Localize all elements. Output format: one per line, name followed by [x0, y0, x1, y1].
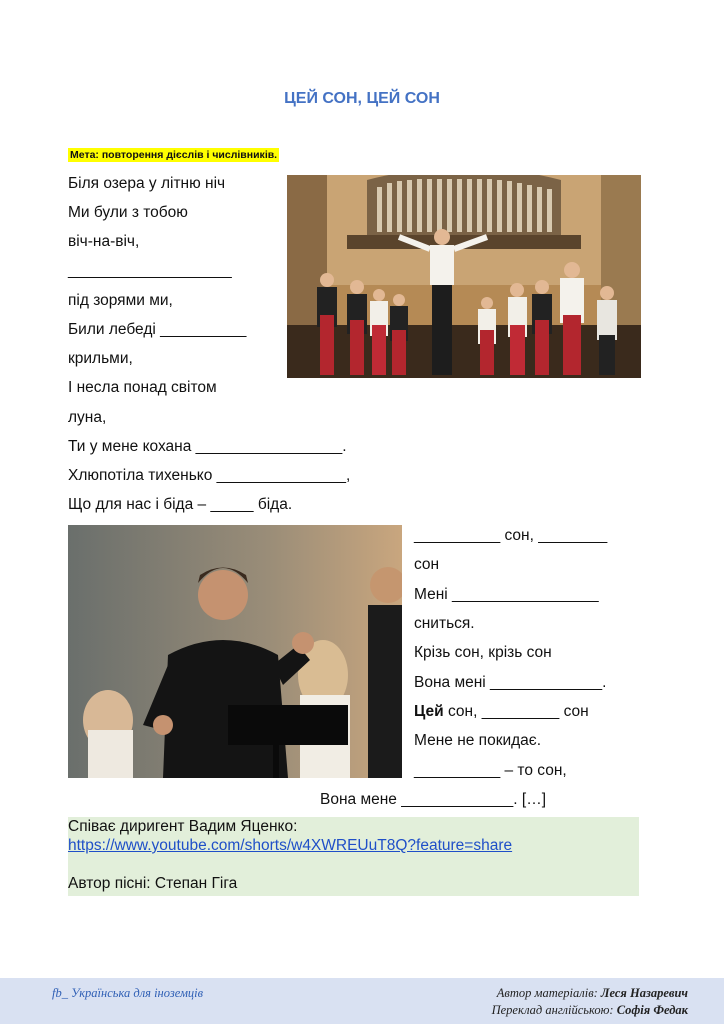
lyric-rest: сон, _________ сон — [443, 703, 589, 720]
lyric-line: луна, — [68, 409, 107, 426]
lyric-line: ___________________ — [68, 262, 232, 279]
footer-translator — [492, 1003, 688, 1018]
lyric-bold-word: Цей — [414, 703, 444, 720]
footer-translator-label: Переклад англійською: — [491, 1003, 617, 1017]
conductor-photo — [68, 525, 402, 778]
lyric-line: Мене не покидає. — [414, 732, 542, 749]
lyric-line: Ти у мене кохана _________________. — [68, 438, 347, 455]
lyric-line: __________ сон, ________ — [414, 527, 608, 544]
footer — [0, 978, 724, 1024]
lyric-line: Ми були з тобою — [68, 204, 188, 221]
goal-label: Мета: повторення дієслів і числівників. — [70, 149, 278, 161]
lyric-line: Що для нас і біда – _____ біда. — [68, 496, 293, 513]
footer-author-name: Леся Назаревич — [600, 986, 688, 1000]
song-author: Автор пісні: Степан Гіга — [68, 875, 238, 892]
lyric-line: Вона мені _____________. — [414, 674, 607, 691]
lyric-line: Біля озера у літню ніч — [68, 175, 226, 192]
lyric-line: Крізь сон, крізь сон — [414, 644, 552, 661]
choir-photo — [287, 175, 641, 378]
footer-author-label: Автор матеріалів: — [496, 986, 601, 1000]
info-box — [68, 817, 639, 896]
footer-author — [497, 986, 688, 1001]
lyric-line: І несла понад світом — [68, 379, 217, 396]
lyric-line: Били лебеді __________ — [68, 321, 247, 338]
lyric-line: __________ – то сон, — [414, 762, 567, 779]
lyric-line: під зорями ми, — [68, 292, 173, 309]
footer-translator-name: Софія Федак — [616, 1003, 688, 1017]
lyric-line: Вона мене _____________. […] — [320, 791, 546, 808]
footer-facebook-label: fb_ Українська для іноземців — [52, 986, 204, 1000]
lyric-line: сниться. — [414, 615, 475, 632]
performer-line: Співає диригент Вадим Яценко: — [68, 818, 298, 835]
lyric-line: сон — [414, 556, 440, 573]
lyric-line: Мені _________________ — [414, 586, 599, 603]
lyric-line: віч-на-віч, — [68, 233, 140, 250]
youtube-link[interactable]: https://www.youtube.com/shorts/w4XWREUuT8Q?feature=share — [68, 837, 513, 854]
page-title: ЦЕЙ СОН, ЦЕЙ СОН — [284, 90, 440, 107]
lyric-line: крильми, — [68, 350, 133, 367]
lyric-line: Хлюпотіла тихенько _______________, — [68, 467, 351, 484]
lyric-line — [414, 702, 589, 722]
